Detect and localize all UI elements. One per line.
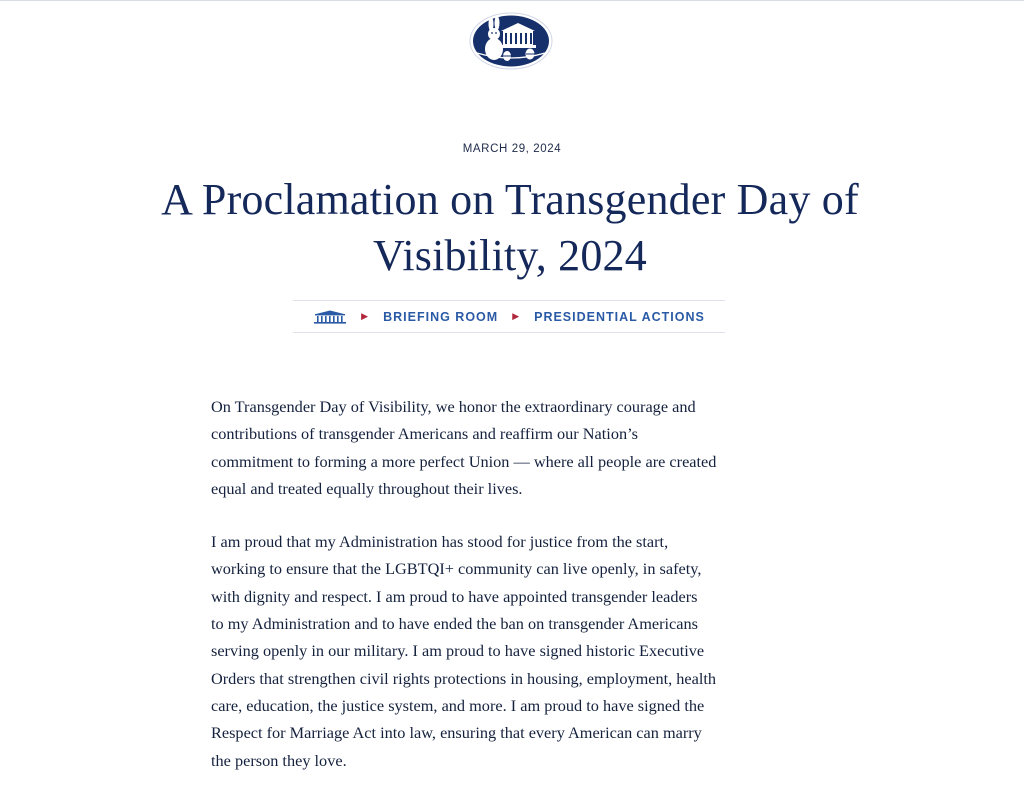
breadcrumb [293, 300, 725, 333]
article-date: MARCH 29, 2024 [462, 143, 562, 155]
breadcrumb-briefing-room[interactable]: BRIEFING ROOM [383, 309, 499, 324]
white-house-easter-logo-icon[interactable] [467, 9, 555, 71]
top-divider [0, 0, 1024, 1]
white-house-icon[interactable] [313, 310, 347, 324]
caret-right-icon: ▶ [512, 311, 521, 321]
breadcrumb-presidential-actions[interactable]: PRESIDENTIAL ACTIONS [534, 309, 705, 324]
caret-right-icon: ▶ [361, 311, 370, 321]
page-title: A Proclamation on Transgender Day of Visibility, 2024 [161, 175, 859, 280]
paragraph-1: On Transgender Day of Visibility, we honor the extraordinary courage and contributions of transgender Americans and reaffirm our Nation’s commitment to forming a more perfect Union — where all people are created equal and treated equally throughout their lives. [211, 397, 717, 498]
paragraph-2: I am proud that my Administration has stood for justice from the start, working to ensure that the LGBTQI+ community can live openly, in safety, with dignity and respect. I am proud to have appointed transgender leaders to my Administration and to have ended the ban on transgender Americans serving openly in our military. I am proud to have signed historic Executive Orders that strengthen civil rights protections in housing, employment, health care, education, the justice system, and more. I am proud to have signed the Respect for Marriage Act into law, ensuring that every American can marry the person they love. [211, 532, 717, 770]
article-body [211, 393, 811, 794]
